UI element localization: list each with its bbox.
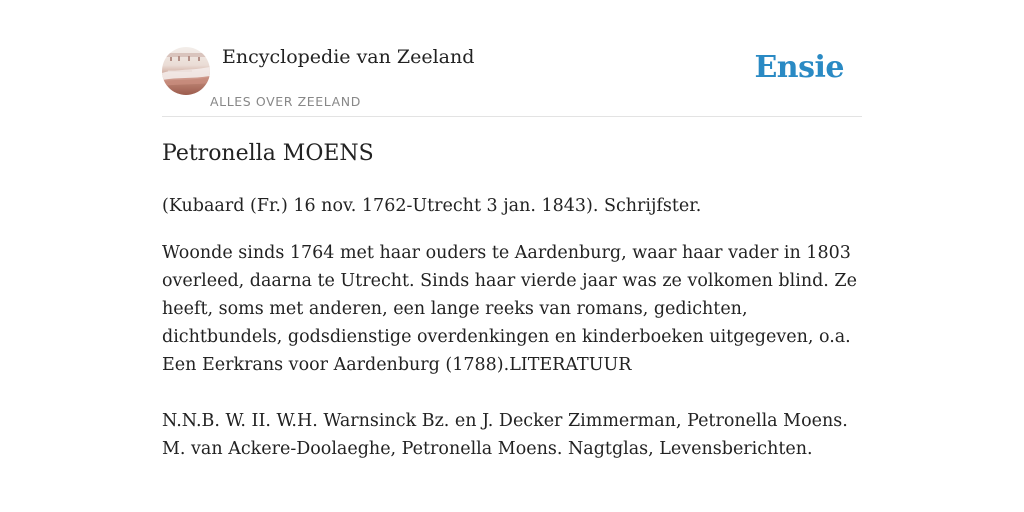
site-logo-avatar[interactable] — [162, 47, 210, 95]
site-subtitle: ALLES OVER ZEELAND — [210, 94, 361, 109]
site-title[interactable]: Encyclopedie van Zeeland — [222, 46, 475, 68]
site-header — [162, 40, 862, 117]
ensie-brand-logo[interactable]: Ensie — [754, 50, 844, 85]
article-lead: (Kubaard (Fr.) 16 nov. 1762-Utrecht 3 jan. 1843). Schrijfster. — [162, 196, 702, 216]
article-body: Woonde sinds 1764 met haar ouders te Aardenburg, waar haar vader in 1803 overleed, daarna te Utrecht. Sinds haar vierde jaar was ze volkomen blind. Ze heeft, soms met anderen, een lange reeks van romans, gedichten, dichtbundels, godsdienstige overdenkingen en kinderboeken uitgegeven, o.a. Een Eerkrans voor Aardenburg (1788).LITERATUUR — [162, 243, 857, 375]
article-title: Petronella MOENS — [162, 141, 374, 166]
article-references: N.N.B. W. II. W.H. Warnsinck Bz. en J. Decker Zimmerman, Petronella Moens. M. van Ackere-Doolaeghe, Petronella Moens. Nagtglas, Levensberichten. — [162, 411, 848, 459]
book-stack-icon — [162, 47, 210, 95]
article — [162, 140, 862, 463]
